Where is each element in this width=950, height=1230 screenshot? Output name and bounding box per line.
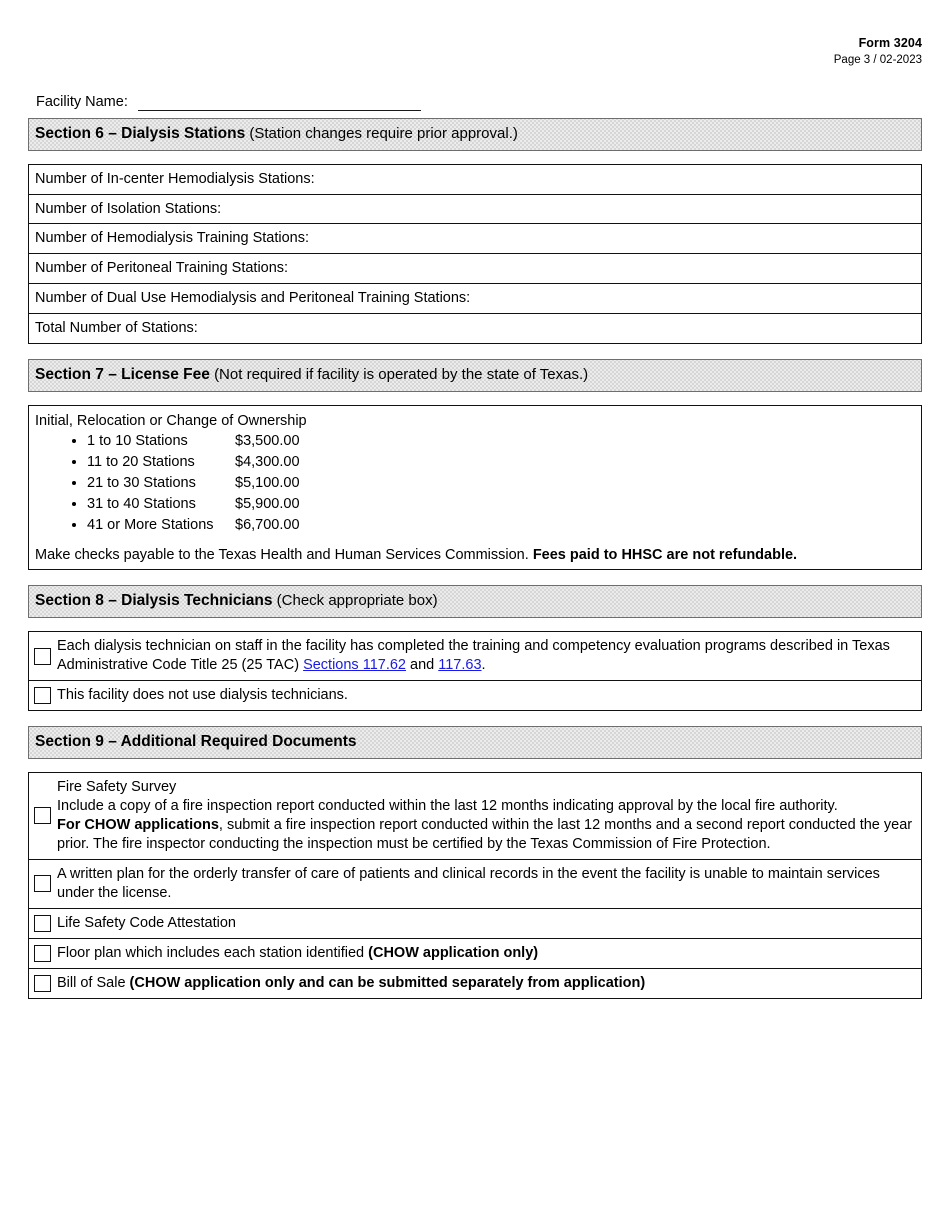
- checkbox-cell[interactable]: [34, 648, 57, 665]
- section-9-title: Section 9 – Additional Required Documents: [35, 733, 357, 751]
- checkbox-cell[interactable]: [34, 975, 57, 992]
- form-content: [28, 118, 922, 999]
- checkbox-icon[interactable]: [34, 875, 51, 892]
- checkbox-label: A written plan for the orderly transfer of care of patients and clinical records in the event the facility is unable to maintain services under the license.: [57, 865, 880, 901]
- spacer: [28, 711, 922, 726]
- list-item: [87, 431, 915, 452]
- fee-amount: $6,700.00: [235, 516, 300, 533]
- floor-plan-chow-bold: (CHOW application only): [368, 944, 539, 961]
- checkbox-icon[interactable]: [34, 945, 51, 962]
- list-item: [87, 473, 915, 494]
- fire-safety-line2: Include a copy of a fire inspection report conducted within the last 12 months indicating approval by the local fire authority.: [57, 797, 838, 814]
- checkbox-label: [57, 637, 915, 675]
- fire-safety-chow-rest: , submit a fire inspection report conducted within the last 12 months and a second report conducted the year prior. The fire inspector conducting the inspection must be certified by the Texas Commission of Fire Protection.: [57, 816, 913, 852]
- spacer: [28, 618, 922, 631]
- table-row[interactable]: Number of Hemodialysis Training Stations:: [29, 224, 921, 254]
- section-9-header: [28, 726, 922, 759]
- fee-amount: $4,300.00: [235, 454, 300, 471]
- form-number: Form 3204: [858, 36, 922, 50]
- section-8-subtitle: (Check appropriate box): [276, 592, 438, 610]
- table-row[interactable]: Number of In-center Hemodialysis Stations:: [29, 165, 921, 195]
- fee-note-bold: Fees paid to HHSC are not refundable.: [532, 546, 798, 563]
- checkbox-row-fire-safety-survey[interactable]: [29, 773, 921, 860]
- fee-station-range: 11 to 20 Stations: [87, 454, 195, 471]
- table-row[interactable]: Number of Peritoneal Training Stations:: [29, 254, 921, 284]
- table-row[interactable]: Number of Isolation Stations:: [29, 195, 921, 225]
- technician-text-part1: Each dialysis technician on staff in the facility has completed the training and competency evaluation programs described in Texas Administrative Code Title 25 (25 TAC): [57, 638, 890, 674]
- checkbox-label: [57, 944, 915, 963]
- fee-amount: $5,100.00: [235, 475, 300, 492]
- fee-list: [35, 431, 915, 535]
- checkbox-label: This facility does not use dialysis technicians.: [57, 687, 348, 704]
- checkbox-icon[interactable]: [34, 648, 51, 665]
- checkbox-label: [57, 974, 915, 993]
- checkbox-cell[interactable]: [34, 807, 57, 824]
- facility-name-row: [36, 85, 636, 111]
- checkbox-row-life-safety-code[interactable]: [29, 909, 921, 939]
- checkbox-label: [57, 778, 915, 854]
- fee-station-range: 21 to 30 Stations: [87, 475, 196, 492]
- fee-intro-text: Initial, Relocation or Change of Ownership: [35, 412, 307, 429]
- section-6-subtitle: (Station changes require prior approval.): [249, 125, 518, 142]
- fire-safety-line3: [57, 816, 915, 854]
- fee-amount: $5,900.00: [235, 495, 300, 512]
- spacer: [28, 759, 922, 772]
- checkbox-row-bill-of-sale[interactable]: [29, 969, 921, 998]
- checkbox-cell[interactable]: [34, 687, 57, 704]
- facility-name-input[interactable]: [138, 93, 421, 111]
- checkbox-cell[interactable]: [34, 915, 57, 932]
- checkbox-icon[interactable]: [34, 807, 51, 824]
- checkbox-icon[interactable]: [34, 687, 51, 704]
- technician-text-part3: .: [481, 657, 486, 674]
- section-7-header: [28, 359, 922, 392]
- link-sections-117-62[interactable]: Sections 117.62: [303, 657, 406, 674]
- checkbox-label: Life Safety Code Attestation: [57, 914, 236, 931]
- fee-note-plain: Make checks payable to the Texas Health and Human Services Commission.: [35, 546, 533, 563]
- section-7-subtitle: (Not required if facility is operated by the state of Texas.): [214, 365, 589, 383]
- spacer: [28, 151, 922, 164]
- fire-safety-line1: Fire Safety Survey: [57, 778, 177, 795]
- section-6-title: Section 6 – Dialysis Stations: [35, 125, 246, 142]
- technician-text-part2: and: [405, 657, 439, 674]
- checkbox-icon[interactable]: [34, 975, 51, 992]
- fee-list-container: [29, 406, 921, 540]
- section-9-checkbox-group: [28, 772, 922, 999]
- fee-payment-note: [29, 540, 921, 570]
- link-117-63[interactable]: 117.63: [438, 657, 482, 674]
- spacer: [28, 344, 922, 359]
- bill-of-sale-text: Bill of Sale: [57, 974, 130, 991]
- checkbox-row-floor-plan[interactable]: [29, 939, 921, 969]
- list-item: [87, 515, 915, 536]
- table-row[interactable]: Number of Dual Use Hemodialysis and Peritoneal Training Stations:: [29, 284, 921, 314]
- spacer: [28, 392, 922, 405]
- section-6-stations-table: [28, 164, 922, 344]
- checkbox-row-no-technicians[interactable]: [29, 681, 921, 710]
- section-8-title: Section 8 – Dialysis Technicians: [35, 592, 273, 610]
- fire-safety-chow-bold: For CHOW applications: [57, 816, 219, 833]
- checkbox-cell[interactable]: [34, 945, 57, 962]
- list-item: [87, 494, 915, 515]
- fee-station-range: 41 or More Stations: [87, 516, 214, 533]
- section-8-header: [28, 585, 922, 618]
- table-row[interactable]: Total Number of Stations:: [35, 319, 198, 336]
- checkbox-row-transfer-plan[interactable]: [29, 860, 921, 909]
- list-item: [87, 452, 915, 473]
- floor-plan-text: Floor plan which includes each station identified: [57, 944, 369, 961]
- page-and-date: Page 3 / 02-2023: [833, 54, 922, 67]
- checkbox-icon[interactable]: [34, 915, 51, 932]
- checkbox-cell[interactable]: [34, 875, 57, 892]
- fee-station-range: 31 to 40 Stations: [87, 495, 196, 512]
- spacer: [28, 570, 922, 585]
- section-8-checkbox-group: [28, 631, 922, 711]
- fee-station-range: 1 to 10 Stations: [87, 433, 188, 450]
- facility-name-label: Facility Name:: [36, 93, 128, 110]
- bill-of-sale-chow-bold: (CHOW application only and can be submitted separately from application): [129, 974, 646, 991]
- section-7-fee-box: [28, 405, 922, 571]
- checkbox-row-technician-trained[interactable]: [29, 632, 921, 681]
- section-6-header: [28, 118, 922, 151]
- fee-amount: $3,500.00: [235, 433, 300, 450]
- section-7-title: Section 7 – License Fee: [35, 365, 210, 383]
- document-header: [834, 34, 922, 69]
